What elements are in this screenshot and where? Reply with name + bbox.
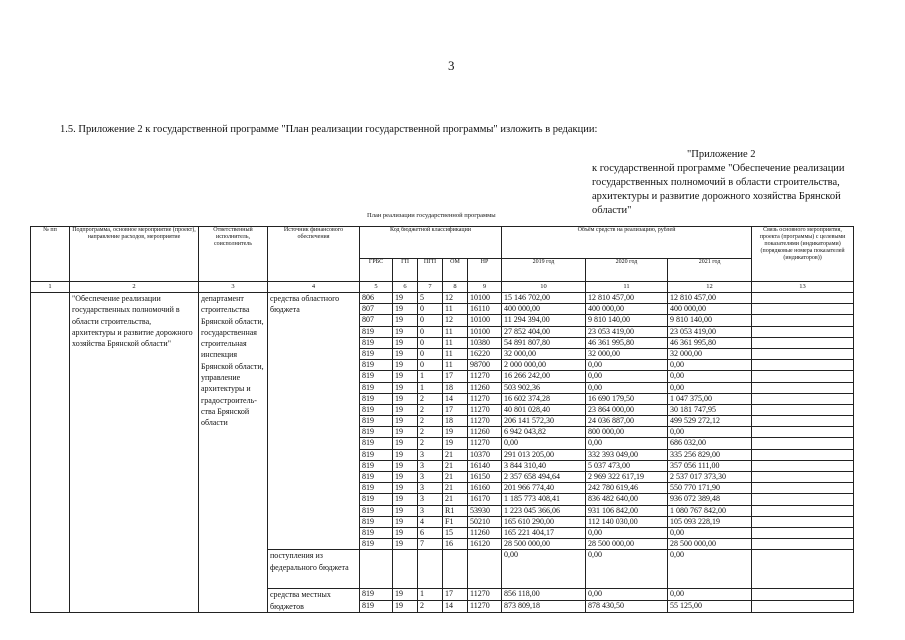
cell-sum-2020: 0,00 [586, 438, 668, 449]
link-cell [752, 427, 854, 438]
cell-gp: 19 [393, 393, 418, 404]
cell-gp: 19 [393, 505, 418, 516]
cell-nr: 16170 [468, 494, 502, 505]
link-cell [752, 539, 854, 550]
cell-sum-2021: 0,00 [668, 371, 752, 382]
cell-sum-2020: 836 482 640,00 [586, 494, 668, 505]
cell-nr: 11270 [468, 589, 502, 601]
cell-gp: 19 [393, 483, 418, 494]
cell-sum-2020: 28 500 000,00 [586, 539, 668, 550]
cell-sum-2019: 2 000 000,00 [502, 360, 586, 371]
cell-pgp: 2 [418, 393, 443, 404]
cell-om: 17 [443, 404, 468, 415]
cell-sum-2020: 9 810 140,00 [586, 315, 668, 326]
cell-sum-2021: 9 810 140,00 [668, 315, 752, 326]
header-grbs: ГРБС [360, 259, 393, 282]
cell-grbs: 819 [360, 326, 393, 337]
cell-sum-2019: 165 610 290,00 [502, 516, 586, 527]
cell-om: 11 [443, 304, 468, 315]
link-cell [752, 315, 854, 326]
link-cell [752, 505, 854, 516]
header-om: ОМ [443, 259, 468, 282]
cell-gp: 19 [393, 589, 418, 601]
cell-grbs: 819 [360, 527, 393, 538]
cell-sum-2019: 201 966 774,40 [502, 483, 586, 494]
cell-om: 14 [443, 601, 468, 613]
cell-grbs: 807 [360, 315, 393, 326]
cell-pgp: 0 [418, 348, 443, 359]
cell-grbs: 819 [360, 472, 393, 483]
header-link: Связь основного мероприятия, проекта (программы) с целевыми показателями (индикаторами) (порядковые номера показателей (индикаторов)) [752, 227, 854, 282]
cell-sum-2019: 32 000,00 [502, 348, 586, 359]
cell-nr: 11270 [468, 404, 502, 415]
cell-sum-2020: 46 361 995,80 [586, 337, 668, 348]
cell-nr: 16120 [468, 539, 502, 550]
cell-gp: 19 [393, 326, 418, 337]
link-cell [752, 601, 854, 613]
link-cell [752, 438, 854, 449]
cell-sum-2019: 503 902,36 [502, 382, 586, 393]
cell-nr: 11260 [468, 382, 502, 393]
cell-sum-2021: 105 093 228,19 [668, 516, 752, 527]
header-volume: Объём средств на реализацию, рублей [502, 227, 752, 259]
cell-empty [443, 550, 468, 589]
cell-nr: 16160 [468, 483, 502, 494]
table-row [31, 293, 854, 304]
link-cell [752, 304, 854, 315]
cell-gp: 19 [393, 304, 418, 315]
cell-gp: 19 [393, 494, 418, 505]
cell-om: 19 [443, 438, 468, 449]
cell-sum-2020: 242 780 619,46 [586, 483, 668, 494]
link-cell [752, 483, 854, 494]
cell-grbs: 819 [360, 449, 393, 460]
cell-sum-2021: 0,00 [668, 527, 752, 538]
cell-grbs: 819 [360, 337, 393, 348]
link-cell [752, 527, 854, 538]
cell-sum-2020: 332 393 049,00 [586, 449, 668, 460]
cell-pgp: 0 [418, 326, 443, 337]
cell-gp: 19 [393, 382, 418, 393]
link-cell [752, 449, 854, 460]
cell-nr: 53930 [468, 505, 502, 516]
cell-om: 11 [443, 326, 468, 337]
source-regional-cell: средства областного бюджета [268, 293, 360, 550]
program-plan-table [30, 226, 854, 613]
cell-sum-2020: 878 430,50 [586, 601, 668, 613]
link-cell [752, 589, 854, 601]
source-federal-cell: поступления из федерального бюджета [268, 550, 360, 589]
cell-sum-2021: 686 032,00 [668, 438, 752, 449]
cell-sum-2020: 0,00 [586, 360, 668, 371]
cell-grbs: 819 [360, 348, 393, 359]
cell-pgp: 5 [418, 293, 443, 304]
cell-om: 11 [443, 337, 468, 348]
column-number: 6 [393, 282, 418, 293]
cell-sum-2019: 291 013 205,00 [502, 449, 586, 460]
cell-grbs: 819 [360, 371, 393, 382]
header-source: Источник финансового обеспечения [268, 227, 360, 282]
column-number: 10 [502, 282, 586, 293]
cell-sum-2021: 550 770 171,90 [668, 483, 752, 494]
cell-pgp: 2 [418, 601, 443, 613]
cell-pgp: 0 [418, 304, 443, 315]
cell-pgp: 1 [418, 382, 443, 393]
cell-om: R1 [443, 505, 468, 516]
cell-om: 11 [443, 360, 468, 371]
cell-sum-2019: 6 942 043,82 [502, 427, 586, 438]
header-nr: НР [468, 259, 502, 282]
cell-sum-2021: 2 537 017 373,30 [668, 472, 752, 483]
column-number: 8 [443, 282, 468, 293]
cell-sum-2019: 0,00 [502, 438, 586, 449]
executor-cell: департамент строительства Брянской области, государственная строительная инспекция Брянской области, управление архитектуры и градостроитель-ства Брянской области [199, 293, 268, 613]
cell-sum-2021: 0,00 [668, 589, 752, 601]
column-number: 12 [668, 282, 752, 293]
link-cell [752, 550, 854, 589]
cell-nr: 50210 [468, 516, 502, 527]
link-cell [752, 293, 854, 304]
column-number: 13 [752, 282, 854, 293]
cell-nr: 11270 [468, 416, 502, 427]
column-number: 7 [418, 282, 443, 293]
cell-pgp: 3 [418, 460, 443, 471]
cell-sum-2019: 873 809,18 [502, 601, 586, 613]
cell-sum-2021: 357 056 111,00 [668, 460, 752, 471]
cell-grbs: 806 [360, 293, 393, 304]
cell-pgp: 1 [418, 371, 443, 382]
link-cell [752, 371, 854, 382]
cell-sum-2019: 165 221 404,17 [502, 527, 586, 538]
header-2020: 2020 год [586, 259, 668, 282]
cell-sum-2021: 0,00 [668, 382, 752, 393]
cell-sum-2020: 23 053 419,00 [586, 326, 668, 337]
cell-sum-2021: 55 125,00 [668, 601, 752, 613]
cell-sum-2019: 16 266 242,00 [502, 371, 586, 382]
cell-sum-2019: 206 141 572,30 [502, 416, 586, 427]
cell-sum-2019: 1 185 773 408,41 [502, 494, 586, 505]
cell-om: 12 [443, 293, 468, 304]
cell-sum-2021: 0,00 [668, 360, 752, 371]
cell-om: 18 [443, 416, 468, 427]
cell-grbs: 819 [360, 360, 393, 371]
cell-pgp: 4 [418, 516, 443, 527]
cell-nr: 10370 [468, 449, 502, 460]
page-number: 3 [448, 58, 455, 73]
cell-gp: 19 [393, 516, 418, 527]
cell-gp: 19 [393, 337, 418, 348]
link-cell [752, 404, 854, 415]
cell-sum-2020: 0,00 [586, 382, 668, 393]
appendix-title: "Приложение 2 [687, 149, 756, 160]
cell-nr: 16220 [468, 348, 502, 359]
program-name-cell: "Обеспечение реализации государственных полномочий в области строительства, архитектуры и развитие дорожного хозяйства Брянской области" [70, 293, 199, 613]
cell-sum-2020: 800 000,00 [586, 427, 668, 438]
cell-grbs: 807 [360, 304, 393, 315]
cell-gp: 19 [393, 460, 418, 471]
intro-paragraph: 1.5. Приложение 2 к государственной программе "План реализации государственной программы" изложить в редакции: [60, 124, 598, 135]
cell-om: 12 [443, 315, 468, 326]
header-pgp: ПГП [418, 259, 443, 282]
cell-grbs: 819 [360, 589, 393, 601]
cell-sum-2021: 499 529 272,12 [668, 416, 752, 427]
cell-sum-2019: 16 602 374,28 [502, 393, 586, 404]
cell-grbs: 819 [360, 460, 393, 471]
cell-om: 16 [443, 539, 468, 550]
cell-grbs: 819 [360, 601, 393, 613]
cell-grbs: 819 [360, 539, 393, 550]
cell-grbs: 819 [360, 483, 393, 494]
link-cell [752, 416, 854, 427]
cell-sum-2020: 0,00 [586, 371, 668, 382]
column-number: 5 [360, 282, 393, 293]
column-number: 4 [268, 282, 360, 293]
cell-pgp: 3 [418, 494, 443, 505]
cell-gp: 19 [393, 371, 418, 382]
header-2019: 2019 год [502, 259, 586, 282]
cell-sum-2021: 0,00 [668, 550, 752, 589]
cell-sum-2021: 32 000,00 [668, 348, 752, 359]
header-gp: ГП [393, 259, 418, 282]
cell-sum-2021: 936 072 389,48 [668, 494, 752, 505]
cell-pgp: 0 [418, 315, 443, 326]
header-budget-code: Код бюджетной классификации [360, 227, 502, 259]
cell-sum-2020: 12 810 457,00 [586, 293, 668, 304]
column-number: 11 [586, 282, 668, 293]
cell-gp: 19 [393, 601, 418, 613]
cell-sum-2021: 1 080 767 842,00 [668, 505, 752, 516]
cell-grbs: 819 [360, 438, 393, 449]
cell-sum-2019: 28 500 000,00 [502, 539, 586, 550]
cell-sum-2019: 40 801 028,40 [502, 404, 586, 415]
link-cell [752, 326, 854, 337]
cell-gp: 19 [393, 416, 418, 427]
header-executor: Ответственный исполнитель, соисполнитель [199, 227, 268, 282]
source-local-cell: средства местных бюджетов [268, 589, 360, 613]
cell-om: 14 [443, 393, 468, 404]
column-number: 9 [468, 282, 502, 293]
cell-om: 19 [443, 427, 468, 438]
cell-sum-2019: 1 223 045 366,06 [502, 505, 586, 516]
cell-gp: 19 [393, 449, 418, 460]
cell-pgp: 6 [418, 527, 443, 538]
cell-sum-2021: 0,00 [668, 427, 752, 438]
column-number: 1 [31, 282, 70, 293]
cell-sum-2019: 0,00 [502, 550, 586, 589]
cell-nr: 11260 [468, 527, 502, 538]
cell-sum-2019: 54 891 807,80 [502, 337, 586, 348]
cell-nr: 16150 [468, 472, 502, 483]
link-cell [752, 348, 854, 359]
cell-sum-2019: 15 146 702,00 [502, 293, 586, 304]
cell-nr: 10100 [468, 293, 502, 304]
column-number-row [31, 282, 854, 293]
cell-empty [418, 550, 443, 589]
cell-om: 21 [443, 483, 468, 494]
cell-sum-2020: 0,00 [586, 550, 668, 589]
cell-sum-2020: 400 000,00 [586, 304, 668, 315]
cell-gp: 19 [393, 404, 418, 415]
row-num-cell [31, 293, 70, 613]
cell-sum-2019: 400 000,00 [502, 304, 586, 315]
cell-pgp: 0 [418, 337, 443, 348]
column-number: 2 [70, 282, 199, 293]
cell-sum-2021: 23 053 419,00 [668, 326, 752, 337]
cell-pgp: 2 [418, 404, 443, 415]
cell-grbs: 819 [360, 494, 393, 505]
cell-sum-2020: 16 690 179,50 [586, 393, 668, 404]
cell-sum-2020: 5 037 473,00 [586, 460, 668, 471]
cell-nr: 11270 [468, 438, 502, 449]
cell-gp: 19 [393, 527, 418, 538]
cell-pgp: 3 [418, 483, 443, 494]
cell-grbs: 819 [360, 505, 393, 516]
link-cell [752, 516, 854, 527]
cell-sum-2021: 46 361 995,80 [668, 337, 752, 348]
header-2021: 2021 год [668, 259, 752, 282]
cell-sum-2019: 2 357 658 494,64 [502, 472, 586, 483]
cell-om: 17 [443, 371, 468, 382]
cell-om: 21 [443, 460, 468, 471]
cell-pgp: 3 [418, 505, 443, 516]
appendix-subtitle: к государственной программе "Обеспечение реализации государственных полномочий в области строительства, архитектуры и развитие дорожного хозяйства Брянской области" [592, 163, 845, 216]
cell-sum-2020: 931 106 842,00 [586, 505, 668, 516]
cell-nr: 11270 [468, 601, 502, 613]
link-cell [752, 494, 854, 505]
cell-nr: 10100 [468, 326, 502, 337]
cell-sum-2020: 112 140 030,00 [586, 516, 668, 527]
cell-gp: 19 [393, 438, 418, 449]
cell-om: 11 [443, 348, 468, 359]
appendix-heading [592, 148, 852, 218]
cell-sum-2021: 12 810 457,00 [668, 293, 752, 304]
cell-sum-2021: 400 000,00 [668, 304, 752, 315]
cell-pgp: 3 [418, 449, 443, 460]
cell-pgp: 3 [418, 472, 443, 483]
cell-grbs: 819 [360, 516, 393, 527]
cell-pgp: 7 [418, 539, 443, 550]
cell-sum-2020: 32 000,00 [586, 348, 668, 359]
cell-gp: 19 [393, 360, 418, 371]
cell-grbs: 819 [360, 404, 393, 415]
header-num: № пп [31, 227, 70, 282]
column-number: 3 [199, 282, 268, 293]
cell-om: 18 [443, 382, 468, 393]
cell-nr: 10100 [468, 315, 502, 326]
cell-sum-2020: 24 036 887,00 [586, 416, 668, 427]
cell-nr: 98700 [468, 360, 502, 371]
cell-sum-2021: 30 181 747,95 [668, 404, 752, 415]
cell-nr: 11260 [468, 427, 502, 438]
cell-grbs: 819 [360, 382, 393, 393]
cell-grbs: 819 [360, 416, 393, 427]
cell-empty [468, 550, 502, 589]
cell-gp: 19 [393, 427, 418, 438]
link-cell [752, 393, 854, 404]
cell-om: F1 [443, 516, 468, 527]
cell-nr: 11270 [468, 371, 502, 382]
cell-nr: 11270 [468, 393, 502, 404]
cell-sum-2021: 335 256 829,00 [668, 449, 752, 460]
cell-pgp: 2 [418, 427, 443, 438]
cell-nr: 10380 [468, 337, 502, 348]
cell-sum-2019: 11 294 394,00 [502, 315, 586, 326]
link-cell [752, 360, 854, 371]
cell-om: 21 [443, 472, 468, 483]
cell-sum-2020: 23 864 000,00 [586, 404, 668, 415]
cell-pgp: 2 [418, 416, 443, 427]
cell-sum-2021: 1 047 375,00 [668, 393, 752, 404]
cell-nr: 16110 [468, 304, 502, 315]
link-cell [752, 472, 854, 483]
cell-gp: 19 [393, 348, 418, 359]
cell-om: 17 [443, 589, 468, 601]
link-cell [752, 337, 854, 348]
cell-sum-2019: 3 844 310,40 [502, 460, 586, 471]
cell-sum-2019: 27 852 404,00 [502, 326, 586, 337]
cell-pgp: 1 [418, 589, 443, 601]
cell-empty [360, 550, 393, 589]
cell-sum-2019: 856 118,00 [502, 589, 586, 601]
cell-sum-2020: 2 969 322 617,19 [586, 472, 668, 483]
cell-gp: 19 [393, 293, 418, 304]
cell-pgp: 0 [418, 360, 443, 371]
link-cell [752, 460, 854, 471]
table-caption: План реализации государственной программы [367, 212, 496, 219]
cell-gp: 19 [393, 315, 418, 326]
cell-grbs: 819 [360, 427, 393, 438]
cell-om: 21 [443, 449, 468, 460]
cell-om: 15 [443, 527, 468, 538]
cell-sum-2020: 0,00 [586, 589, 668, 601]
cell-gp: 19 [393, 472, 418, 483]
cell-gp: 19 [393, 539, 418, 550]
header-program: Подпрограмма, основное мероприятие (проект), направление расходов, мероприятие [70, 227, 199, 282]
link-cell [752, 382, 854, 393]
cell-om: 21 [443, 494, 468, 505]
cell-grbs: 819 [360, 393, 393, 404]
cell-empty [393, 550, 418, 589]
cell-sum-2021: 28 500 000,00 [668, 539, 752, 550]
cell-nr: 16140 [468, 460, 502, 471]
cell-sum-2020: 0,00 [586, 527, 668, 538]
cell-pgp: 2 [418, 438, 443, 449]
